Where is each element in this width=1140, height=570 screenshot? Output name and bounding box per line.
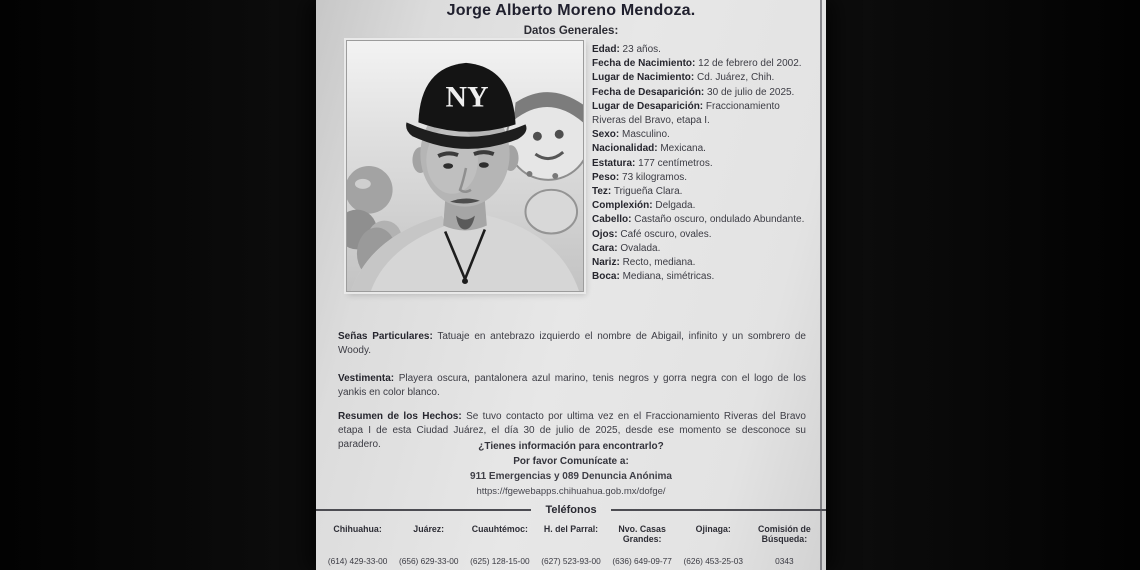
phone-column xyxy=(322,524,393,566)
dato-label: Tez: xyxy=(592,186,612,198)
person-photo xyxy=(346,40,584,292)
datos-list xyxy=(592,43,810,284)
phone-column xyxy=(607,524,678,566)
phone-city-label: Juárez: xyxy=(413,524,445,534)
dato-row: Fecha de Nacimiento: 12 de febrero del 2002. xyxy=(592,58,802,70)
phone-number: (656) 629-33-00 xyxy=(398,556,459,566)
dato-row: Edad: 23 años. xyxy=(592,44,661,55)
phones-row xyxy=(322,524,820,566)
phone-column xyxy=(464,524,535,566)
dato-row: Fecha de Desaparición: 30 de julio de 2025. xyxy=(592,86,795,98)
phone-city-label: Comisión de Búsqueda: xyxy=(758,524,811,544)
svg-text:NY: NY xyxy=(445,80,489,114)
resumen-label: Resumen de los Hechos: xyxy=(338,411,462,422)
phone-city-label: Nvo. Casas Grandes: xyxy=(618,524,666,544)
dato-label: Lugar de Nacimiento: xyxy=(592,72,695,84)
dato-row: Cara: Ovalada. xyxy=(592,242,661,254)
dato-label: Complexión: xyxy=(592,200,653,212)
dato-label: Sexo: xyxy=(592,129,620,141)
person-name-title: Jorge Alberto Moreno Mendoza. xyxy=(446,2,696,19)
phone-column xyxy=(535,524,606,566)
dato-row: Sexo: Masculino. xyxy=(592,129,670,141)
dato-label: Cara: xyxy=(592,242,618,254)
dato-label: Boca: xyxy=(592,271,620,283)
dato-row: Lugar de Desaparición: Fraccionamiento Riveras del Bravo, etapa I. xyxy=(592,100,780,127)
senas-text: Tatuaje en antebrazo izquierdo el nombre de Abigail, infinito y un sombrero de Woody. xyxy=(338,331,806,356)
dato-row: Peso: 73 kilogramos. xyxy=(592,171,688,183)
cta-question: ¿Tienes información para encontrarlo? xyxy=(478,441,664,452)
dato-label: Cabello: xyxy=(592,214,632,226)
dato-row: Ojos: Café oscuro, ovales. xyxy=(592,228,712,240)
phone-column xyxy=(393,524,464,566)
senas-label: Señas Particulares: xyxy=(338,331,433,342)
dato-label: Fecha de Desaparición: xyxy=(592,86,705,98)
dato-label: Fecha de Nacimiento: xyxy=(592,58,696,70)
phone-number: 0343 xyxy=(775,556,794,566)
vestimenta-text: Playera oscura, pantalonera azul marino, tenis negros y gorra negra con el logo de los yankis en color blanco. xyxy=(338,373,806,398)
dato-row: Boca: Mediana, simétricas. xyxy=(592,271,715,283)
phone-number: (625) 128-15-00 xyxy=(470,556,530,566)
resumen-text: Se tuvo contacto por ultima vez en el Fraccionamiento Riveras del Bravo etapa I de esta Ciudad Juárez, el día 30 de julio de 2025, desde ese momento se desconoce su paradero. xyxy=(338,411,806,450)
dato-row: Nacionalidad: Mexicana. xyxy=(592,143,706,155)
phone-city-label: Chihuahua: xyxy=(333,524,382,534)
vestimenta-label: Vestimenta: xyxy=(338,373,395,384)
phone-column xyxy=(678,524,749,566)
divider-line-left xyxy=(316,509,531,511)
vestimenta-paragraph xyxy=(338,372,806,400)
phone-number: (626) 453-25-03 xyxy=(683,556,744,566)
dato-label: Nariz: xyxy=(592,257,620,269)
phone-city-label: Ojinaga: xyxy=(695,524,731,534)
dato-label: Lugar de Desaparición: xyxy=(592,100,704,112)
phone-city-label: Cuauhtémoc: xyxy=(471,524,528,534)
dato-label: Edad: xyxy=(592,44,620,55)
phone-number: (614) 429-33-00 xyxy=(327,556,388,566)
report-url: https://fgewebapps.chihuahua.gob.mx/dofge/ xyxy=(476,486,666,497)
divider-line-right xyxy=(611,509,826,511)
dato-label: Peso: xyxy=(592,171,620,183)
dato-row: Estatura: 177 centímetros. xyxy=(592,157,713,169)
dato-row: Complexión: Delgada. xyxy=(592,200,696,212)
dato-row: Nariz: Recto, mediana. xyxy=(592,257,696,269)
dato-label: Nacionalidad: xyxy=(592,143,658,155)
dato-row: Lugar de Nacimiento: Cd. Juárez, Chih. xyxy=(592,72,775,84)
emergency-numbers-line: 911 Emergencias y 089 Denuncia Anónima xyxy=(470,471,672,482)
dato-row: Cabello: Castaño oscuro, ondulado Abundante. xyxy=(592,214,805,226)
dato-row: Tez: Trigueña Clara. xyxy=(592,186,683,198)
phone-number: (636) 649-09-77 xyxy=(612,556,672,566)
phone-column xyxy=(749,524,820,566)
cta-contact: Por favor Comunícate a: xyxy=(513,456,629,467)
telefonos-heading: Teléfonos xyxy=(545,504,597,516)
missing-person-poster xyxy=(316,0,826,570)
datos-generales-heading: Datos Generales: xyxy=(523,25,619,37)
dato-label: Estatura: xyxy=(592,157,636,169)
phone-city-label: H. del Parral: xyxy=(543,524,599,534)
telefonos-divider xyxy=(316,504,826,516)
senas-particulares-paragraph xyxy=(338,330,806,358)
dato-label: Ojos: xyxy=(592,228,618,240)
person-photo-illustration xyxy=(347,41,583,291)
phone-number: (627) 523-93-00 xyxy=(541,556,601,566)
